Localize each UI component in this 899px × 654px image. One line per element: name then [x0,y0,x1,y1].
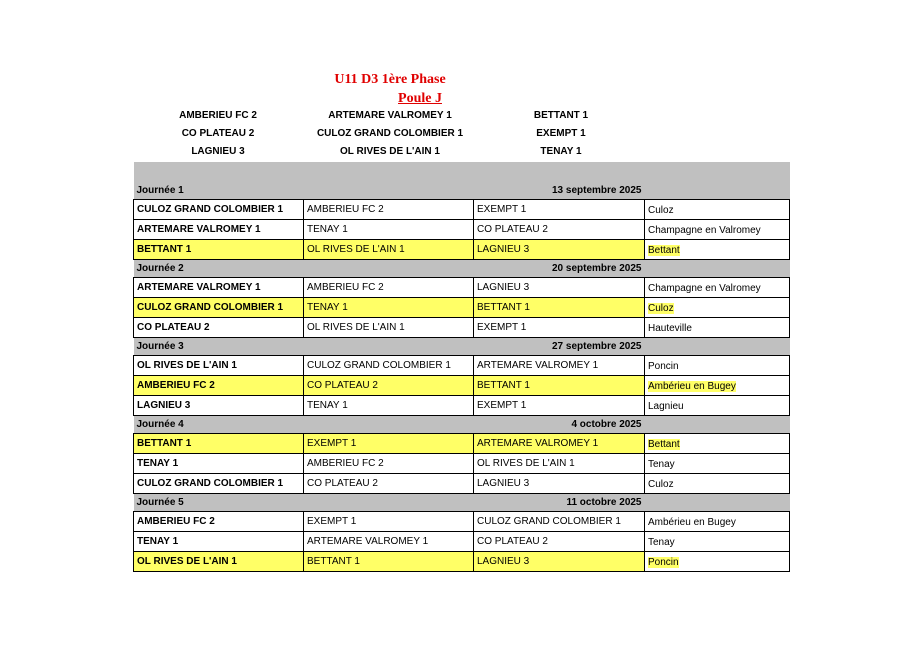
third-team: BETTANT 1 [474,298,645,318]
home-team: AMBERIEU FC 2 [134,512,304,532]
match-location-cell [645,298,790,318]
home-team: BETTANT 1 [134,240,304,260]
journee-label: Journée 4 [134,416,474,434]
match-location-cell [645,240,790,260]
match-row [134,376,790,396]
journee-label: Journée 1 [134,182,474,200]
team-name: EXEMPT 1 [536,128,586,139]
match-location: Culoz [648,303,674,314]
match-location-cell [645,200,790,220]
match-row [134,532,790,552]
table-header-band [134,162,790,182]
team-name: CO PLATEAU 2 [181,128,255,139]
journee-date: 4 octobre 2025 [474,416,645,434]
document-subtitle: Poule J [398,91,442,106]
match-location-cell [645,474,790,494]
match-row [134,396,790,416]
journee-date: 27 septembre 2025 [474,338,645,356]
match-location-cell [645,512,790,532]
home-team: OL RIVES DE L'AIN 1 [134,552,304,572]
third-team: ARTEMARE VALROMEY 1 [474,356,645,376]
third-team: LAGNIEU 3 [474,240,645,260]
match-location-cell [645,552,790,572]
third-team: OL RIVES DE L'AIN 1 [474,454,645,474]
away-team: AMBERIEU FC 2 [304,200,474,220]
journee-header [134,182,790,200]
match-location-cell [645,356,790,376]
match-location: Poncin [648,557,679,568]
team-name: CULOZ GRAND COLOMBIER 1 [316,128,464,139]
home-team: BETTANT 1 [134,434,304,454]
document-title: U11 D3 1ère Phase [334,72,446,87]
away-team: AMBERIEU FC 2 [304,278,474,298]
away-team: ARTEMARE VALROMEY 1 [304,532,474,552]
home-team: AMBERIEU FC 2 [134,376,304,396]
match-row [134,318,790,338]
journee-label: Journée 3 [134,338,474,356]
away-team: EXEMPT 1 [304,434,474,454]
away-team: BETTANT 1 [304,552,474,572]
third-team: CO PLATEAU 2 [474,532,645,552]
match-row [134,474,790,494]
home-team: LAGNIEU 3 [134,396,304,416]
third-team: LAGNIEU 3 [474,278,645,298]
home-team: TENAY 1 [134,532,304,552]
match-row [134,434,790,454]
match-row [134,552,790,572]
away-team: TENAY 1 [304,298,474,318]
home-team: CULOZ GRAND COLOMBIER 1 [134,298,304,318]
away-team: CO PLATEAU 2 [304,474,474,494]
match-row [134,298,790,318]
team-name: OL RIVES DE L'AIN 1 [340,146,440,157]
match-location: Bettant [648,439,680,450]
match-location-cell [645,278,790,298]
away-team: CO PLATEAU 2 [304,376,474,396]
third-team: LAGNIEU 3 [474,474,645,494]
match-location: Ambérieu en Bugey [648,381,736,392]
match-row [134,240,790,260]
journee-header [134,260,790,278]
team-name: TENAY 1 [540,146,582,157]
home-team: OL RIVES DE L'AIN 1 [134,356,304,376]
away-team: TENAY 1 [304,396,474,416]
journee-header-filler [645,416,790,434]
journee-date: 20 septembre 2025 [474,260,645,278]
home-team: TENAY 1 [134,454,304,474]
match-row [134,454,790,474]
match-location: Bettant [648,245,680,256]
third-team: EXEMPT 1 [474,200,645,220]
away-team: EXEMPT 1 [304,512,474,532]
third-team: CULOZ GRAND COLOMBIER 1 [474,512,645,532]
match-location: Tenay [648,537,675,548]
journee-header [134,416,790,434]
third-team: BETTANT 1 [474,376,645,396]
third-team: EXEMPT 1 [474,396,645,416]
match-location-cell [645,396,790,416]
match-location: Hauteville [648,323,692,334]
third-team: EXEMPT 1 [474,318,645,338]
journee-label: Journée 5 [134,494,474,512]
match-location: Poncin [648,361,679,372]
team-name: AMBERIEU FC 2 [179,110,257,121]
match-row [134,220,790,240]
match-location: Champagne en Valromey [648,283,761,294]
home-team: ARTEMARE VALROMEY 1 [134,278,304,298]
journee-header [134,494,790,512]
match-row [134,512,790,532]
match-location-cell [645,532,790,552]
match-location-cell [645,454,790,474]
away-team: CULOZ GRAND COLOMBIER 1 [304,356,474,376]
away-team: AMBERIEU FC 2 [304,454,474,474]
journee-date: 11 octobre 2025 [474,494,645,512]
journee-header-filler [645,182,790,200]
team-name: ARTEMARE VALROMEY 1 [328,110,452,121]
away-team: TENAY 1 [304,220,474,240]
third-team: CO PLATEAU 2 [474,220,645,240]
journee-header [134,338,790,356]
match-location-cell [645,434,790,454]
schedule-table [133,162,790,572]
home-team: CULOZ GRAND COLOMBIER 1 [134,474,304,494]
match-row [134,278,790,298]
journee-header-filler [645,338,790,356]
journee-header-filler [645,260,790,278]
journee-date: 13 septembre 2025 [474,182,645,200]
match-location: Ambérieu en Bugey [648,517,736,528]
match-location: Culoz [648,205,674,216]
match-location-cell [645,376,790,396]
match-location: Lagnieu [648,401,684,412]
away-team: OL RIVES DE L'AIN 1 [304,318,474,338]
journee-label: Journée 2 [134,260,474,278]
team-name: LAGNIEU 3 [191,146,245,157]
team-name: BETTANT 1 [533,110,589,121]
home-team: CULOZ GRAND COLOMBIER 1 [134,200,304,220]
match-location: Culoz [648,479,674,490]
home-team: ARTEMARE VALROMEY 1 [134,220,304,240]
match-location-cell [645,318,790,338]
match-row [134,200,790,220]
match-location-cell [645,220,790,240]
journee-header-filler [645,494,790,512]
match-location: Tenay [648,459,675,470]
match-row [134,356,790,376]
third-team: ARTEMARE VALROMEY 1 [474,434,645,454]
home-team: CO PLATEAU 2 [134,318,304,338]
match-location: Champagne en Valromey [648,225,761,236]
away-team: OL RIVES DE L'AIN 1 [304,240,474,260]
third-team: LAGNIEU 3 [474,552,645,572]
